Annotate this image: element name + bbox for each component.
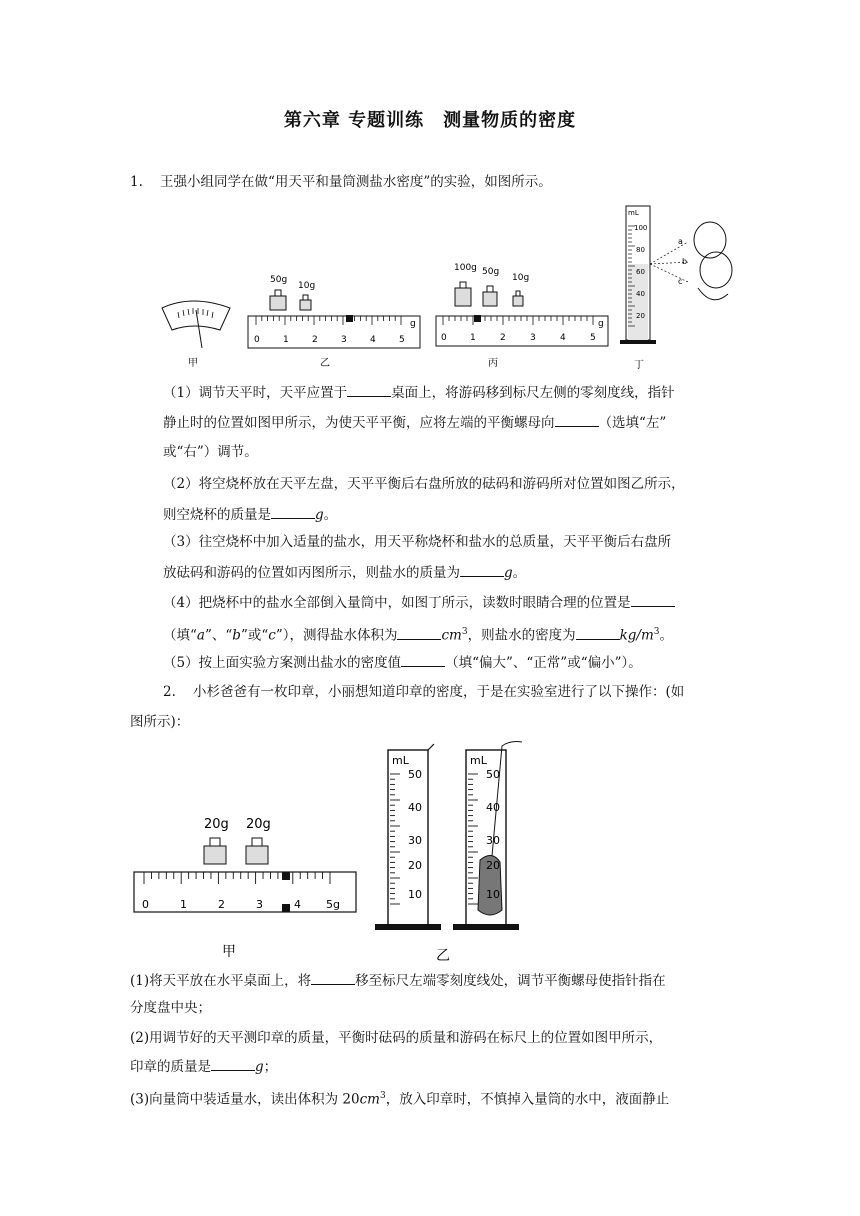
bing-tick-3: 3 (530, 333, 536, 343)
eye-c: c (678, 277, 683, 286)
cyl-right-unit: mL (470, 754, 487, 767)
q2-weight-20g-a: 20g (204, 817, 229, 832)
q1-p2-text-a: （2）将空烧杯放在天平左盘，天平平衡后右盘所放的砝码和游码所对位置如图乙所示， (163, 476, 685, 492)
ding-tick-40: 40 (636, 290, 645, 298)
yi-tick-0: 0 (254, 335, 260, 345)
q1-p5-text-b: （填“偏大”、“正常”或“偏小”）。 (445, 655, 642, 671)
cyl-right-tick-20: 20 (486, 859, 500, 872)
yi-tick-5: 5 (399, 335, 405, 345)
q2-tick-0: 0 (142, 898, 149, 911)
yi-tick-4: 4 (370, 335, 376, 345)
cyl-left-tick-50: 50 (408, 768, 422, 781)
fig-label-ding: 丁 (634, 360, 644, 371)
q1-p4-b1: （填“ (163, 627, 197, 644)
ding-tick-60: 60 (636, 268, 645, 276)
cyl-right-tick-30: 30 (486, 834, 500, 847)
q1-p3-text-a: （3）往空烧杯中加入适量的盐水，用天平称烧杯和盐水的总质量，天平平衡后右盘所 (163, 534, 672, 550)
q2-part2-line1 (130, 1028, 662, 1048)
fig2-yi-cylinders (375, 742, 522, 965)
yi-tick-2: 2 (312, 335, 318, 345)
bing-weight-100g: 100g (454, 263, 477, 273)
q1-part1-line1 (163, 382, 675, 403)
fig-label-jia: 甲 (188, 358, 198, 369)
q1-p4-b4: ”），测得盐水体积为 (275, 627, 398, 644)
q1-p4-opt-a: a (196, 627, 205, 644)
eye-b: b (682, 257, 688, 266)
q1-p4-blank3 (576, 625, 620, 640)
q1-p1-text-b: 桌面上，将游码移到标尺左侧的零刻度线，指针 (391, 385, 675, 401)
q1-part3-line1 (163, 532, 671, 552)
q1-p1-text-c: 静止时的位置如图甲所示，为使天平平衡，应将左端的平衡螺母向 (163, 415, 555, 431)
q1-number: 1. (130, 174, 143, 190)
eye-a: a (678, 237, 683, 246)
fig-bing-balance (436, 263, 608, 369)
bing-tick-2: 2 (500, 333, 506, 343)
cyl-right-tick-10: 10 (486, 888, 500, 901)
q2-part1-line2 (130, 998, 211, 1018)
fig-label-bing: 丙 (488, 358, 498, 369)
q1-p3-text-b: 放砝码和游码的位置如丙图所示，则盐水的质量为 (163, 565, 460, 581)
q2-part3-line1 (130, 1086, 669, 1110)
q2-p3-text-b: ，放入印章时，不慎掉入量筒的水中，液面静止 (385, 1091, 670, 1108)
q2-stem-text-b: 图所示)： (130, 714, 190, 730)
q1-p3-end: 。 (512, 565, 527, 581)
q1-p1-text-a: （1）调节天平时，天平应置于 (163, 385, 348, 401)
q1-p4-unit1-sup: 3 (461, 627, 468, 637)
q2-p1-text-b: 移至标尺左端零刻度线处，调节平衡螺母使指针指在 (355, 973, 666, 989)
yi-weight-10g: 10g (298, 281, 316, 291)
q2-tick-1: 1 (180, 898, 187, 911)
cyl-left-tick-30: 30 (408, 834, 422, 847)
q1-part2-line1 (163, 474, 685, 494)
q2-p2-text-b: 印章的质量是 (130, 1059, 211, 1075)
q1-p2-end: 。 (323, 507, 338, 523)
q2-p1-text-c: 分度盘中央； (130, 1000, 211, 1016)
q1-p1-text-d: （选填“左” (598, 415, 667, 431)
q1-p4-blank2 (397, 625, 441, 640)
bing-tick-0: 0 (441, 333, 447, 343)
q2-p2-text-a: (2)用调节好的天平测印章的质量，平衡时砝码的质量和游码在标尺上的位置如图甲所示， (130, 1030, 663, 1046)
bing-unit: g (598, 319, 604, 329)
q2-p3-sup: 3 (379, 1091, 386, 1101)
q1-p1-text-e: 或“右”）调节。 (163, 444, 258, 460)
q2-part2-line2 (130, 1056, 277, 1077)
q1-p2-unit: g (315, 507, 324, 523)
fig-ding-cylinder (620, 206, 732, 371)
fig-label-yi: 乙 (320, 358, 330, 369)
q2-figure (130, 738, 550, 966)
q1-figure (150, 198, 750, 378)
q2-p2-unit: g (255, 1059, 264, 1075)
cyl-right-tick-40: 40 (486, 801, 500, 814)
fig-yi-balance (248, 275, 420, 369)
q2-p2-blank (211, 1056, 255, 1071)
q1-p4-opt-c: c (268, 627, 276, 644)
q1-p2-blank (271, 504, 315, 519)
bing-weight-50g: 50g (482, 267, 500, 277)
fig-jia-dial (162, 301, 230, 369)
q1-p3-blank (460, 562, 504, 577)
q1-p1-blank1 (347, 382, 391, 397)
ding-tick-80: 80 (636, 246, 645, 254)
q2-weight-20g-b: 20g (246, 817, 271, 832)
q2-tick-5: 5g (326, 898, 340, 911)
q1-p4-end: 。 (659, 627, 673, 644)
q1-p3-unit: g (504, 565, 513, 581)
q1-p4-b5: ，则盐水的密度为 (467, 627, 576, 644)
q1-part3-line2 (163, 562, 526, 583)
q2-stem-line1 (163, 682, 684, 702)
q1-stem (130, 172, 552, 192)
yi-tick-3: 3 (341, 335, 347, 345)
q1-p4-b2: ”、“ (204, 627, 233, 644)
q1-p4-text-a: （4）把烧杯中的盐水全部倒入量筒中，如图丁所示，读数时眼睛合理的位置是 (163, 595, 631, 611)
page-title: 第六章 专题训练 测量物质的密度 (283, 110, 577, 131)
yi-weight-50g: 50g (270, 275, 288, 285)
fig2-label-jia: 甲 (222, 944, 236, 960)
bing-tick-4: 4 (560, 333, 566, 343)
q2-p1-text-a: (1)将天平放在水平桌面上，将 (130, 973, 312, 989)
q1-p1-blank2 (555, 412, 599, 427)
ding-unit: mL (628, 209, 639, 217)
q1-part1-line3 (163, 442, 258, 462)
bing-tick-5: 5 (590, 333, 596, 343)
q2-tick-3: 3 (256, 898, 263, 911)
cyl-left-tick-20: 20 (408, 859, 422, 872)
q1-p4-opt-b: b (232, 627, 241, 644)
cyl-left-tick-10: 10 (408, 888, 422, 901)
q1-part2-line2 (163, 504, 337, 525)
q1-part4-line2 (163, 622, 673, 646)
q2-p2-end: ； (263, 1059, 278, 1075)
q1-p5-text-a: （5）按上面实验方案测出盐水的密度值 (163, 655, 402, 671)
q1-p4-b3: ”或“ (240, 627, 269, 644)
q1-p2-text-b: 则空烧杯的质量是 (163, 507, 271, 523)
q2-number: 2. (163, 684, 176, 700)
q2-tick-2: 2 (218, 898, 225, 911)
q1-p5-blank (401, 652, 445, 667)
q1-p4-blank1 (631, 592, 675, 607)
fig2-label-yi: 乙 (436, 948, 450, 964)
q1-part1-line2 (163, 412, 666, 433)
cyl-left-unit: mL (392, 754, 409, 767)
q1-p4-unit2: kg/m (619, 627, 654, 644)
ding-tick-100: 100 (634, 224, 648, 232)
q1-part4-line1 (163, 592, 675, 613)
q2-p3-unit: cm (359, 1091, 380, 1108)
bing-weight-10g: 10g (512, 273, 530, 283)
q2-stem-line2 (130, 712, 189, 732)
yi-unit: g (410, 319, 416, 329)
q2-tick-4: 4 (294, 898, 301, 911)
q1-p4-unit1: cm (441, 627, 462, 644)
q2-p1-blank (311, 970, 355, 985)
q1-part5 (163, 652, 642, 673)
q2-p3-text-a: (3)向量筒中装适量水，读出体积为 20 (130, 1091, 360, 1108)
cyl-left-tick-40: 40 (408, 801, 422, 814)
bing-tick-1: 1 (470, 333, 476, 343)
fig2-jia-balance (134, 817, 356, 960)
yi-tick-1: 1 (283, 335, 289, 345)
q2-stem-text-a: 小杉爸爸有一枚印章，小丽想知道印章的密度，于是在实验室进行了以下操作：(如 (193, 684, 685, 700)
q2-part1-line1 (130, 970, 666, 991)
ding-tick-20: 20 (636, 312, 645, 320)
cyl-right-tick-50: 50 (486, 768, 500, 781)
q1-p4-unit2-sup: 3 (653, 627, 660, 637)
q1-stem-text: 王强小组同学在做“用天平和量筒测盐水密度”的实验，如图所示。 (160, 174, 552, 190)
